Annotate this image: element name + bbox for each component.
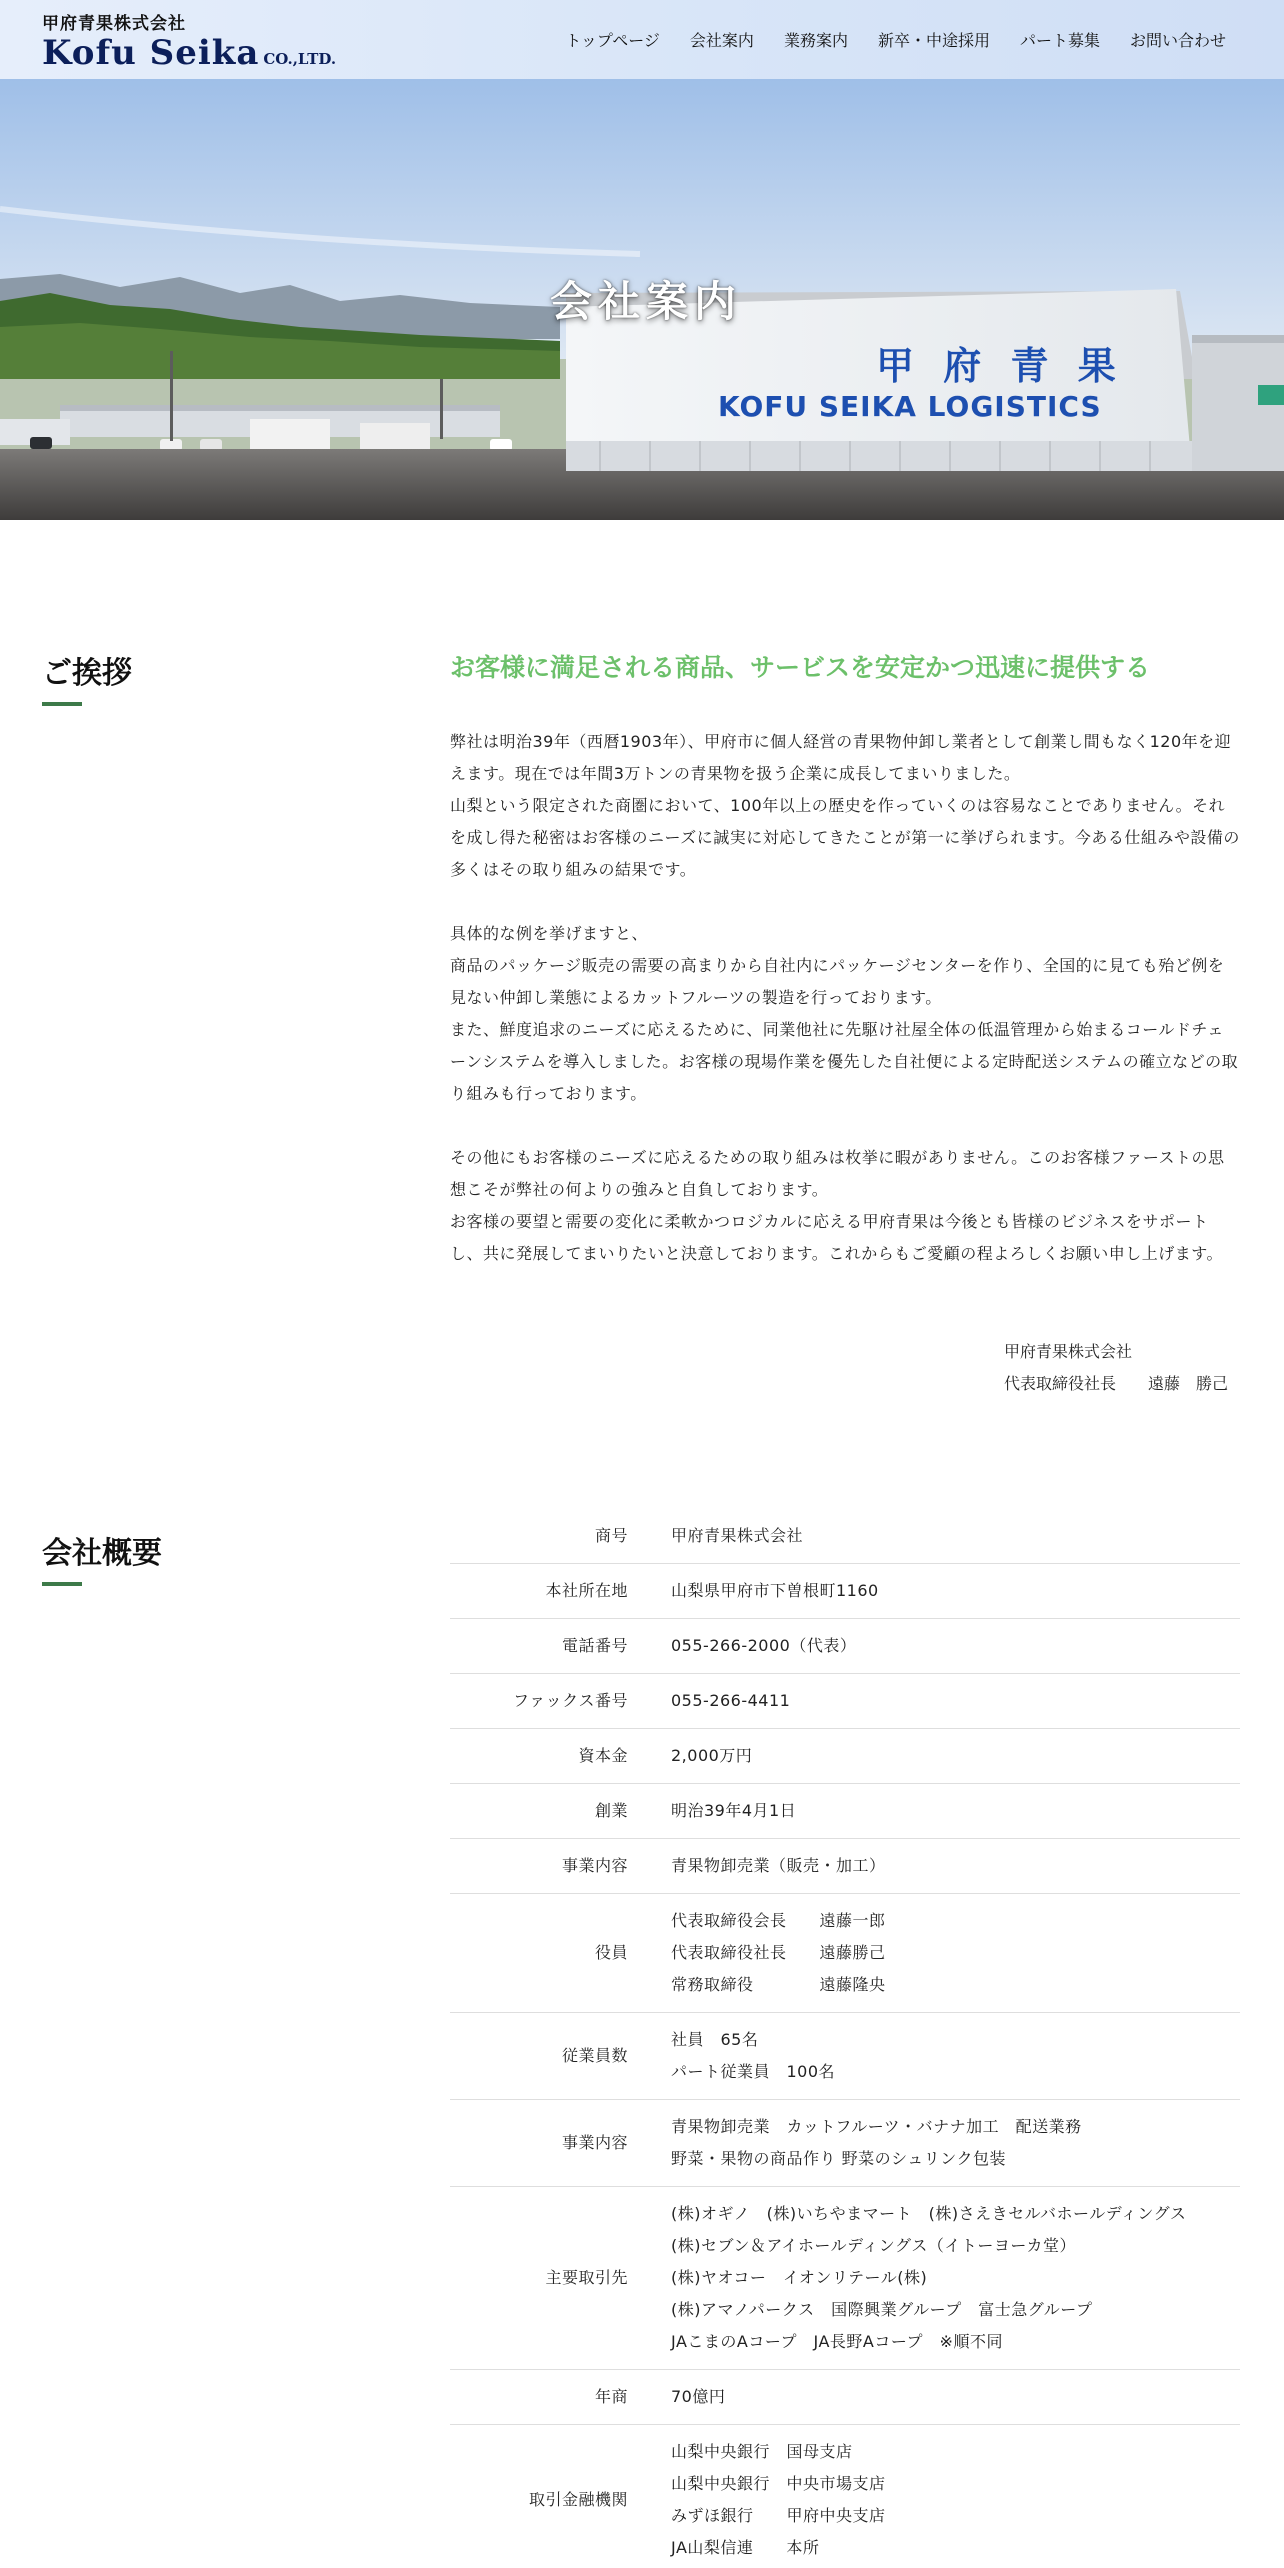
row-value <box>628 1674 1240 1729</box>
table-row <box>450 1729 1240 1784</box>
row-label: 商号 <box>450 1520 628 1564</box>
row-value-line: 青果物卸売業（販売・加工） <box>671 1856 886 1875</box>
paragraph-gap <box>450 1110 1240 1142</box>
nav-contact[interactable]: お問い合わせ <box>1129 31 1226 50</box>
site-header <box>0 0 1284 79</box>
row-label: 電話番号 <box>450 1619 628 1674</box>
row-value-line: みずほ銀行 甲府中央支店 <box>671 2506 886 2525</box>
row-label: 本社所在地 <box>450 1564 628 1619</box>
table-row <box>450 2370 1240 2425</box>
row-value <box>628 2370 1240 2425</box>
greeting-lead: お客様に満足される商品、サービスを安定かつ迅速に提供する <box>450 653 1151 682</box>
greeting-body <box>450 726 1240 1270</box>
paragraph-gap <box>450 886 1240 918</box>
greeting-paragraph: 商品のパッケージ販売の需要の高まりから自社内にパッケージセンターを作り、全国的に見ても殆ど例を見ない仲卸し業態によるカットフルーツの製造を行っております。 <box>450 956 1225 1007</box>
row-label: 役員 <box>450 1894 628 2013</box>
table-row <box>450 1839 1240 1894</box>
row-value-line: 山梨中央銀行 国母支店 <box>671 2442 853 2461</box>
row-label: 主要取引先 <box>450 2187 628 2370</box>
row-value-line: 山梨中央銀行 中央市場支店 <box>671 2474 886 2493</box>
row-value-line: 甲府青果株式会社 <box>671 1526 804 1545</box>
main-nav <box>535 28 1226 51</box>
logo-japanese-name: 甲府青果株式会社 <box>42 14 186 34</box>
row-label: 創業 <box>450 1784 628 1839</box>
row-value-line: 社員 65名 <box>671 2030 759 2049</box>
row-value <box>628 2187 1240 2370</box>
greeting-heading: ご挨拶 <box>42 656 132 691</box>
table-row <box>450 2013 1240 2100</box>
company-heading-underline <box>42 1582 82 1586</box>
row-value-line: JAこまのAコープ JA長野Aコープ ※順不同 <box>671 2332 1003 2351</box>
row-label: 従業員数 <box>450 2013 628 2100</box>
row-value <box>628 1839 1240 1894</box>
row-value-line: JA山梨信連 本所 <box>671 2538 820 2557</box>
greeting-paragraph: お客様の要望と需要の変化に柔軟かつロジカルに応える甲府青果は今後とも皆様のビジネスをサポートし、共に発展してまいりたいと決意しております。これからもご愛顧の程よろしくお願い申し上げます。 <box>450 1212 1223 1263</box>
greeting-paragraph: 山梨という限定された商圏において、100年以上の歴史を作っていくのは容易なことでありません。それを成し得た秘密はお客様のニーズに誠実に対応してきたことが第一に挙げられます。今ある仕組みや設備の多くはその取り組みの結果です。 <box>450 796 1240 879</box>
row-value-line: 代表取締役社長 遠藤勝己 <box>671 1943 886 1962</box>
logo-english-text: Kofu Seika <box>42 33 260 73</box>
company-heading: 会社概要 <box>42 1536 162 1571</box>
table-row <box>450 2187 1240 2370</box>
logo-english-name <box>42 35 336 77</box>
greeting-signature <box>1004 1336 1228 1400</box>
row-value <box>628 2100 1240 2187</box>
nav-business[interactable]: 業務案内 <box>783 31 848 50</box>
row-value-line: 明治39年4月1日 <box>671 1801 797 1820</box>
row-value-line: 山梨県甲府市下曽根町1160 <box>671 1581 879 1600</box>
row-label: 事業内容 <box>450 2100 628 2187</box>
building-sign-en: KOFU SEIKA LOGISTICS <box>718 390 1102 423</box>
table-row <box>450 2100 1240 2187</box>
row-value <box>628 1784 1240 1839</box>
row-value <box>628 2425 1240 2568</box>
row-value <box>628 1619 1240 1674</box>
nav-part-time[interactable]: パート募集 <box>1019 31 1100 50</box>
row-value-line: 055-266-2000（代表） <box>671 1636 857 1655</box>
row-value <box>628 1729 1240 1784</box>
row-value-line: (株)セブン＆アイホールディングス（イトーヨーカ堂） <box>671 2236 1077 2255</box>
row-value <box>628 2013 1240 2100</box>
signature-company: 甲府青果株式会社 <box>1004 1342 1133 1361</box>
row-value <box>628 1520 1240 1564</box>
nav-top[interactable]: トップページ <box>565 31 660 50</box>
row-value-line: 055-266-4411 <box>671 1691 791 1710</box>
row-label: 取引金融機関 <box>450 2425 628 2568</box>
greeting-paragraph: その他にもお客様のニーズに応えるための取り組みは枚挙に暇がありません。このお客様ファーストの思想こそが弊社の何よりの強みと自負しております。 <box>450 1148 1225 1199</box>
row-value-line: 青果物卸売業 カットフルーツ・バナナ加工 配送業務 <box>671 2117 1082 2136</box>
row-value-line: パート従業員 100名 <box>671 2062 836 2081</box>
table-row <box>450 1894 1240 2013</box>
row-label: 資本金 <box>450 1729 628 1784</box>
company-overview-table <box>450 1520 1240 2568</box>
row-value-line: 常務取締役 遠藤隆央 <box>671 1975 886 1994</box>
row-value-line: 野菜・果物の商品作り 野菜のシュリンク包装 <box>671 2149 1006 2168</box>
signature-person: 代表取締役社長 遠藤 勝己 <box>1004 1374 1229 1393</box>
row-value <box>628 1894 1240 2013</box>
row-value <box>628 1564 1240 1619</box>
row-value-line: 代表取締役会長 遠藤一郎 <box>671 1911 886 1930</box>
page-title: 会社案内 <box>550 277 743 326</box>
row-value-line: (株)アマノパークス 国際興業グループ 富士急グループ <box>671 2300 1093 2319</box>
table-row <box>450 1784 1240 1839</box>
row-value-line: (株)オギノ (株)いちやまマート (株)さえきセルバホールディングス <box>671 2204 1187 2223</box>
table-row <box>450 2425 1240 2568</box>
row-value-line: (株)ヤオコー イオンリテール(株) <box>671 2268 928 2287</box>
row-label: ファックス番号 <box>450 1674 628 1729</box>
logo-co-ltd: CO.,LTD. <box>263 50 337 68</box>
nav-recruit[interactable]: 新卒・中途採用 <box>877 31 990 50</box>
building-sign-jp: 甲 府 青 果 <box>876 344 1124 388</box>
table-row <box>450 1520 1240 1564</box>
nav-company[interactable]: 会社案内 <box>689 31 754 50</box>
table-row <box>450 1564 1240 1619</box>
site-logo[interactable] <box>42 9 336 77</box>
greeting-paragraph: また、鮮度追求のニーズに応えるために、同業他社に先駆け社屋全体の低温管理から始まるコールドチェーンシステムを導入しました。お客様の現場作業を優先した自社便による定時配送システムの確立などの取り組みも行っております。 <box>450 1020 1239 1103</box>
greeting-heading-underline <box>42 702 82 706</box>
table-row <box>450 1674 1240 1729</box>
row-value-line: 2,000万円 <box>671 1746 753 1765</box>
hero-banner <box>0 79 1284 520</box>
row-value-line: 70億円 <box>671 2387 726 2406</box>
row-label: 年商 <box>450 2370 628 2425</box>
greeting-paragraph: 弊社は明治39年（西暦1903年）、甲府市に個人経営の青果物仲卸し業者として創業し間もなく120年を迎えます。現在では年間3万トンの青果物を扱う企業に成長してまいりました。 <box>450 732 1232 783</box>
table-row <box>450 1619 1240 1674</box>
greeting-paragraph: 具体的な例を挙げますと、 <box>450 924 649 943</box>
row-label: 事業内容 <box>450 1839 628 1894</box>
